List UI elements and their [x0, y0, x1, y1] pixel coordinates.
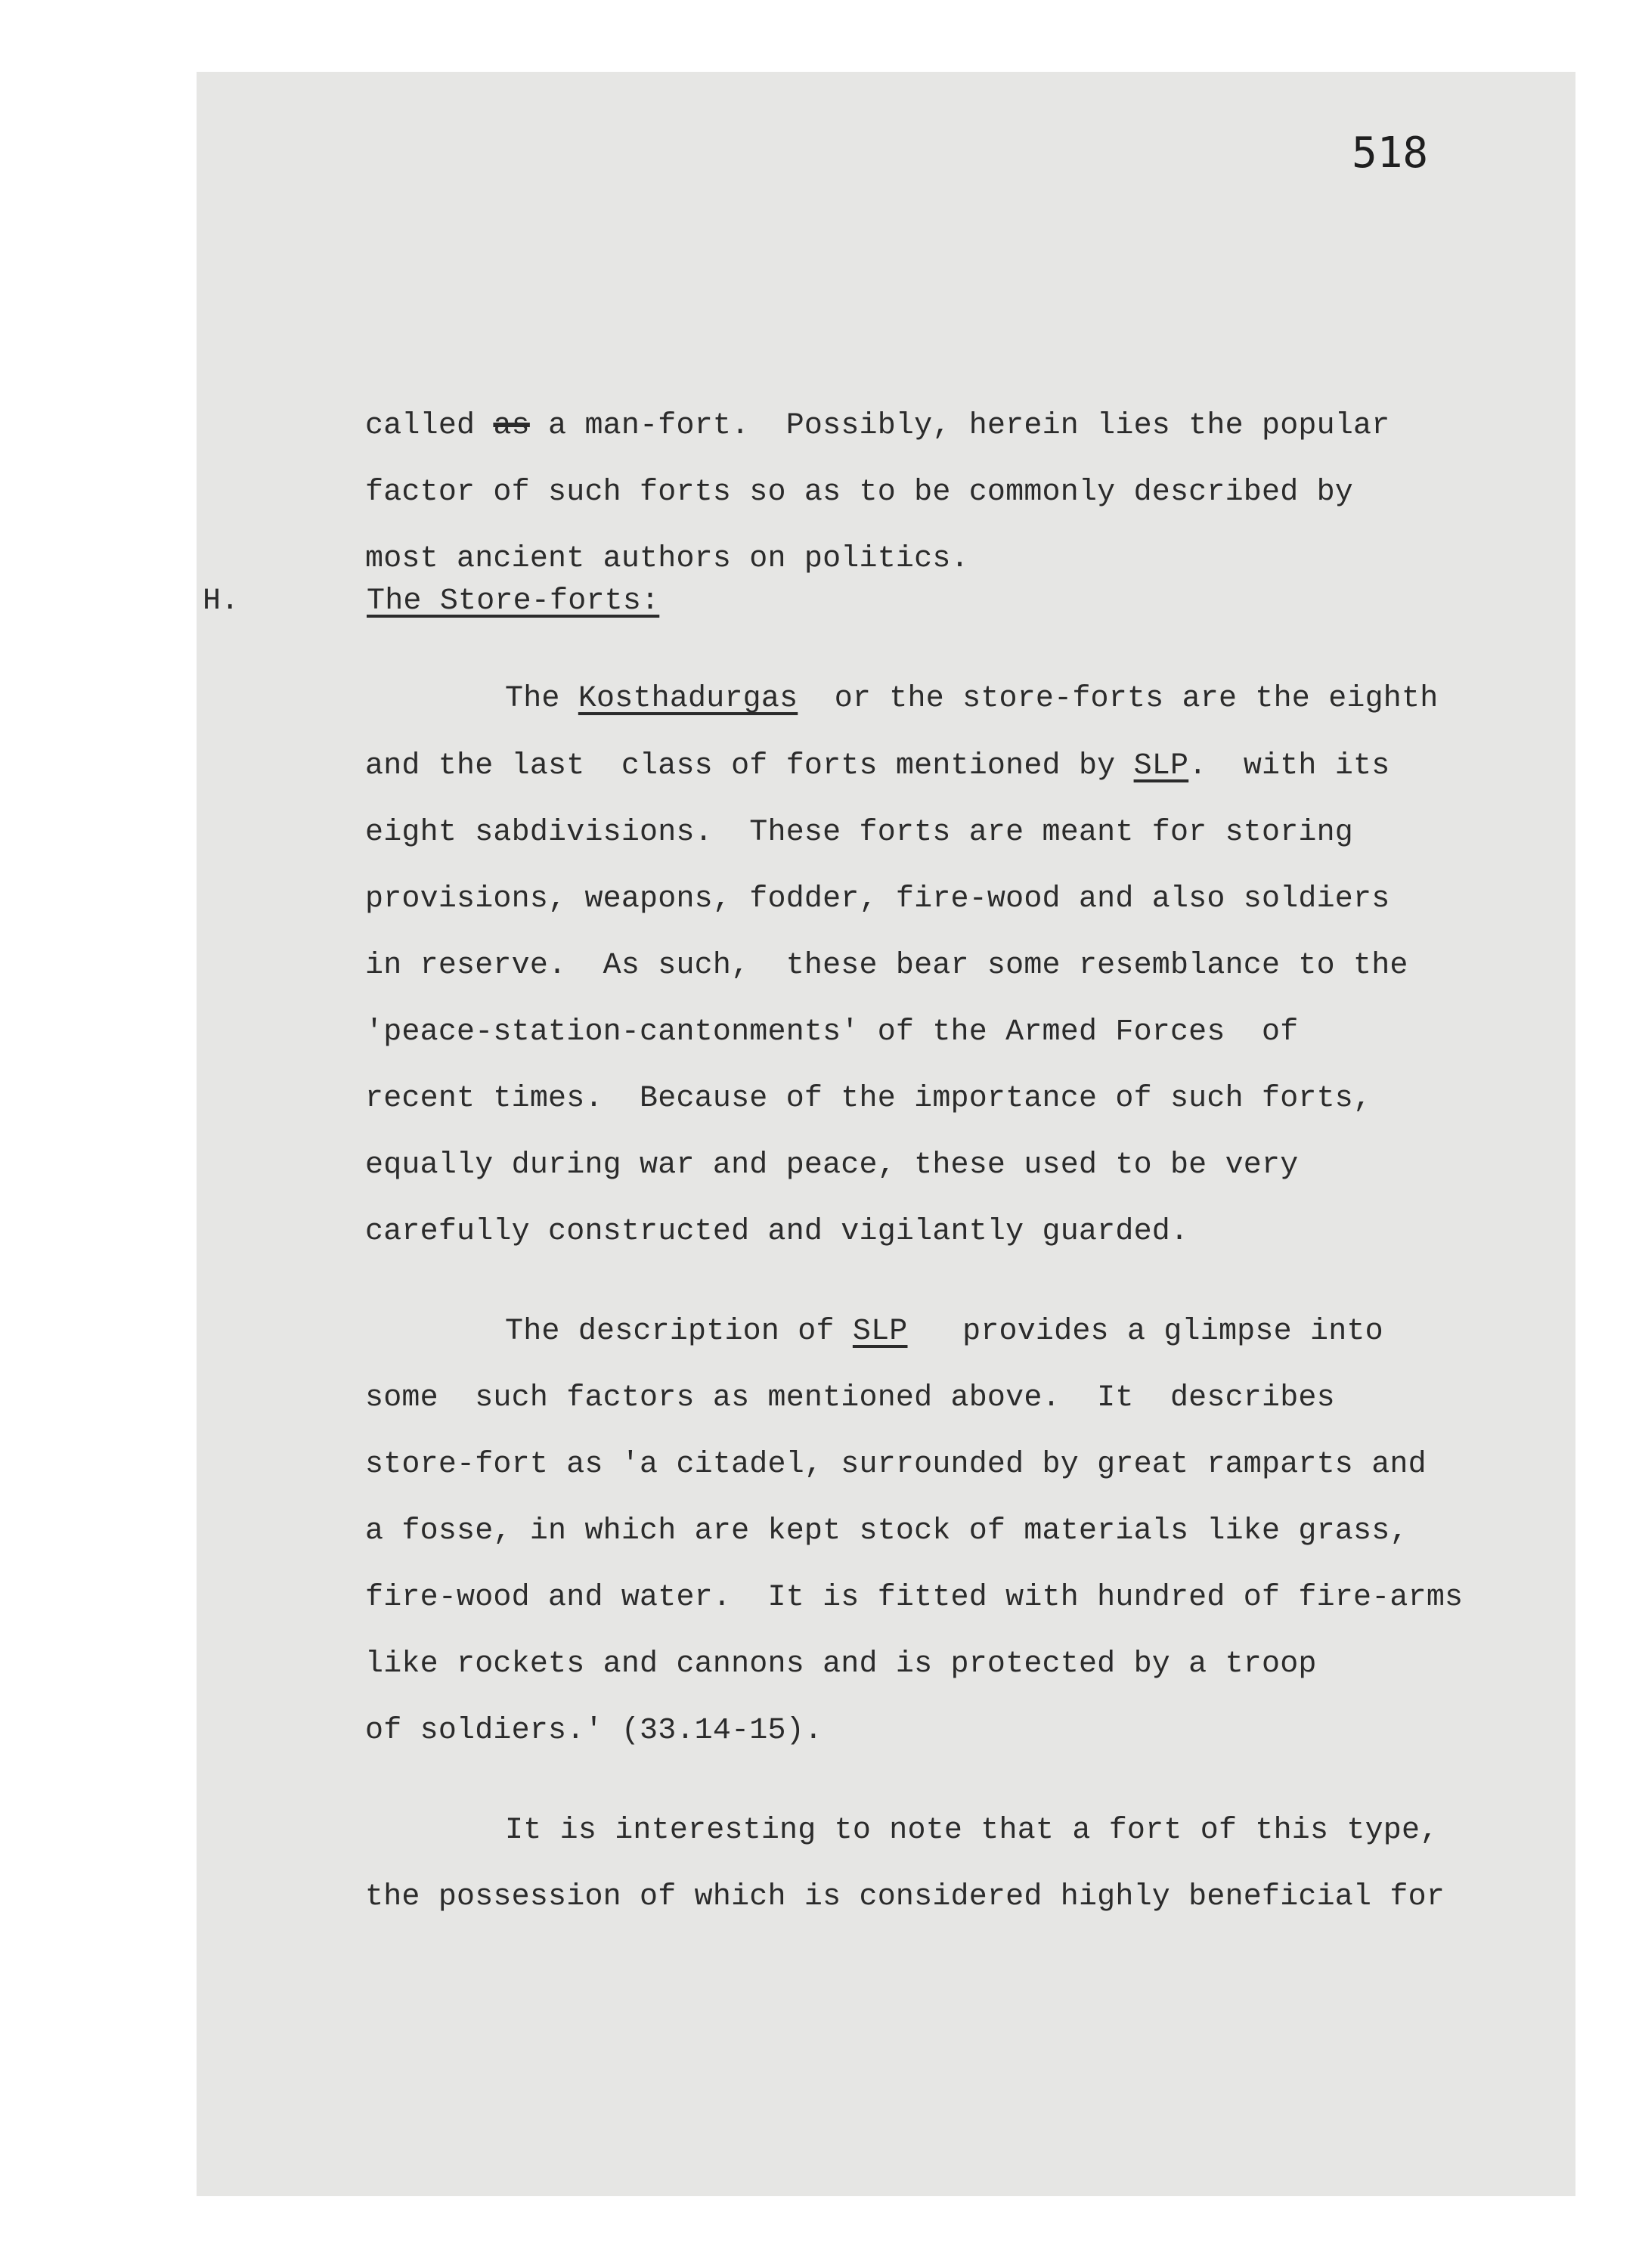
text-line: carefully constructed and vigilantly guarded.	[365, 1215, 1189, 1249]
text-line: factor of such forts so as to be commonly described by	[365, 476, 1354, 510]
text-line: 'peace-station-cantonments' of the Armed Forces of	[365, 1015, 1299, 1049]
page-number: 518	[1352, 129, 1429, 178]
text-line	[505, 681, 1438, 717]
text-line: recent times. Because of the importance of such forts,	[365, 1082, 1372, 1116]
text-segment: or the store-forts are the eighth	[798, 682, 1439, 716]
text-line: a fosse, in which are kept stock of materials like grass,	[365, 1514, 1408, 1548]
text-segment: a man-fort. Possibly, herein lies the popular	[529, 409, 1390, 443]
text-segment: called	[365, 409, 494, 443]
text-line: eight sabdivisions. These forts are meant for storing	[365, 816, 1354, 850]
section-letter: H.	[203, 584, 240, 618]
text-line: in reserve. As such, these bear some resemblance to the	[365, 949, 1408, 983]
text-segment: The	[505, 682, 578, 716]
text-line: like rockets and cannons and is protected by a troop	[365, 1647, 1317, 1681]
section-heading: The Store-forts:	[367, 584, 660, 618]
text-line: the possession of which is considered highly beneficial for	[365, 1880, 1445, 1914]
text-line	[365, 408, 1390, 445]
text-line: store-fort as 'a citadel, surrounded by great ramparts and	[365, 1448, 1427, 1482]
underlined-term: SLP	[852, 1315, 908, 1349]
text-line: most ancient authors on politics.	[365, 542, 969, 576]
struck-word: as	[493, 409, 530, 443]
text-line	[505, 1314, 1383, 1350]
underlined-term: SLP	[1133, 749, 1189, 783]
text-segment: . with its	[1188, 749, 1390, 783]
text-segment: The description of	[505, 1315, 853, 1349]
text-line: It is interesting to note that a fort of this type,	[505, 1814, 1439, 1848]
text-line: fire-wood and water. It is fitted with hundred of fire-arms	[365, 1581, 1464, 1615]
text-line: provisions, weapons, fodder, fire-wood and also soldiers	[365, 882, 1390, 916]
text-line	[365, 748, 1390, 785]
text-line: equally during war and peace, these used to be very	[365, 1148, 1299, 1182]
text-line: some such factors as mentioned above. It describes	[365, 1381, 1335, 1415]
text-segment: provides a glimpse into	[907, 1315, 1383, 1349]
text-segment: and the last class of forts mentioned by	[365, 749, 1134, 783]
document-page	[197, 72, 1575, 2196]
underlined-term: Kosthadurgas	[578, 682, 798, 716]
text-line: of soldiers.' (33.14-15).	[365, 1714, 823, 1748]
